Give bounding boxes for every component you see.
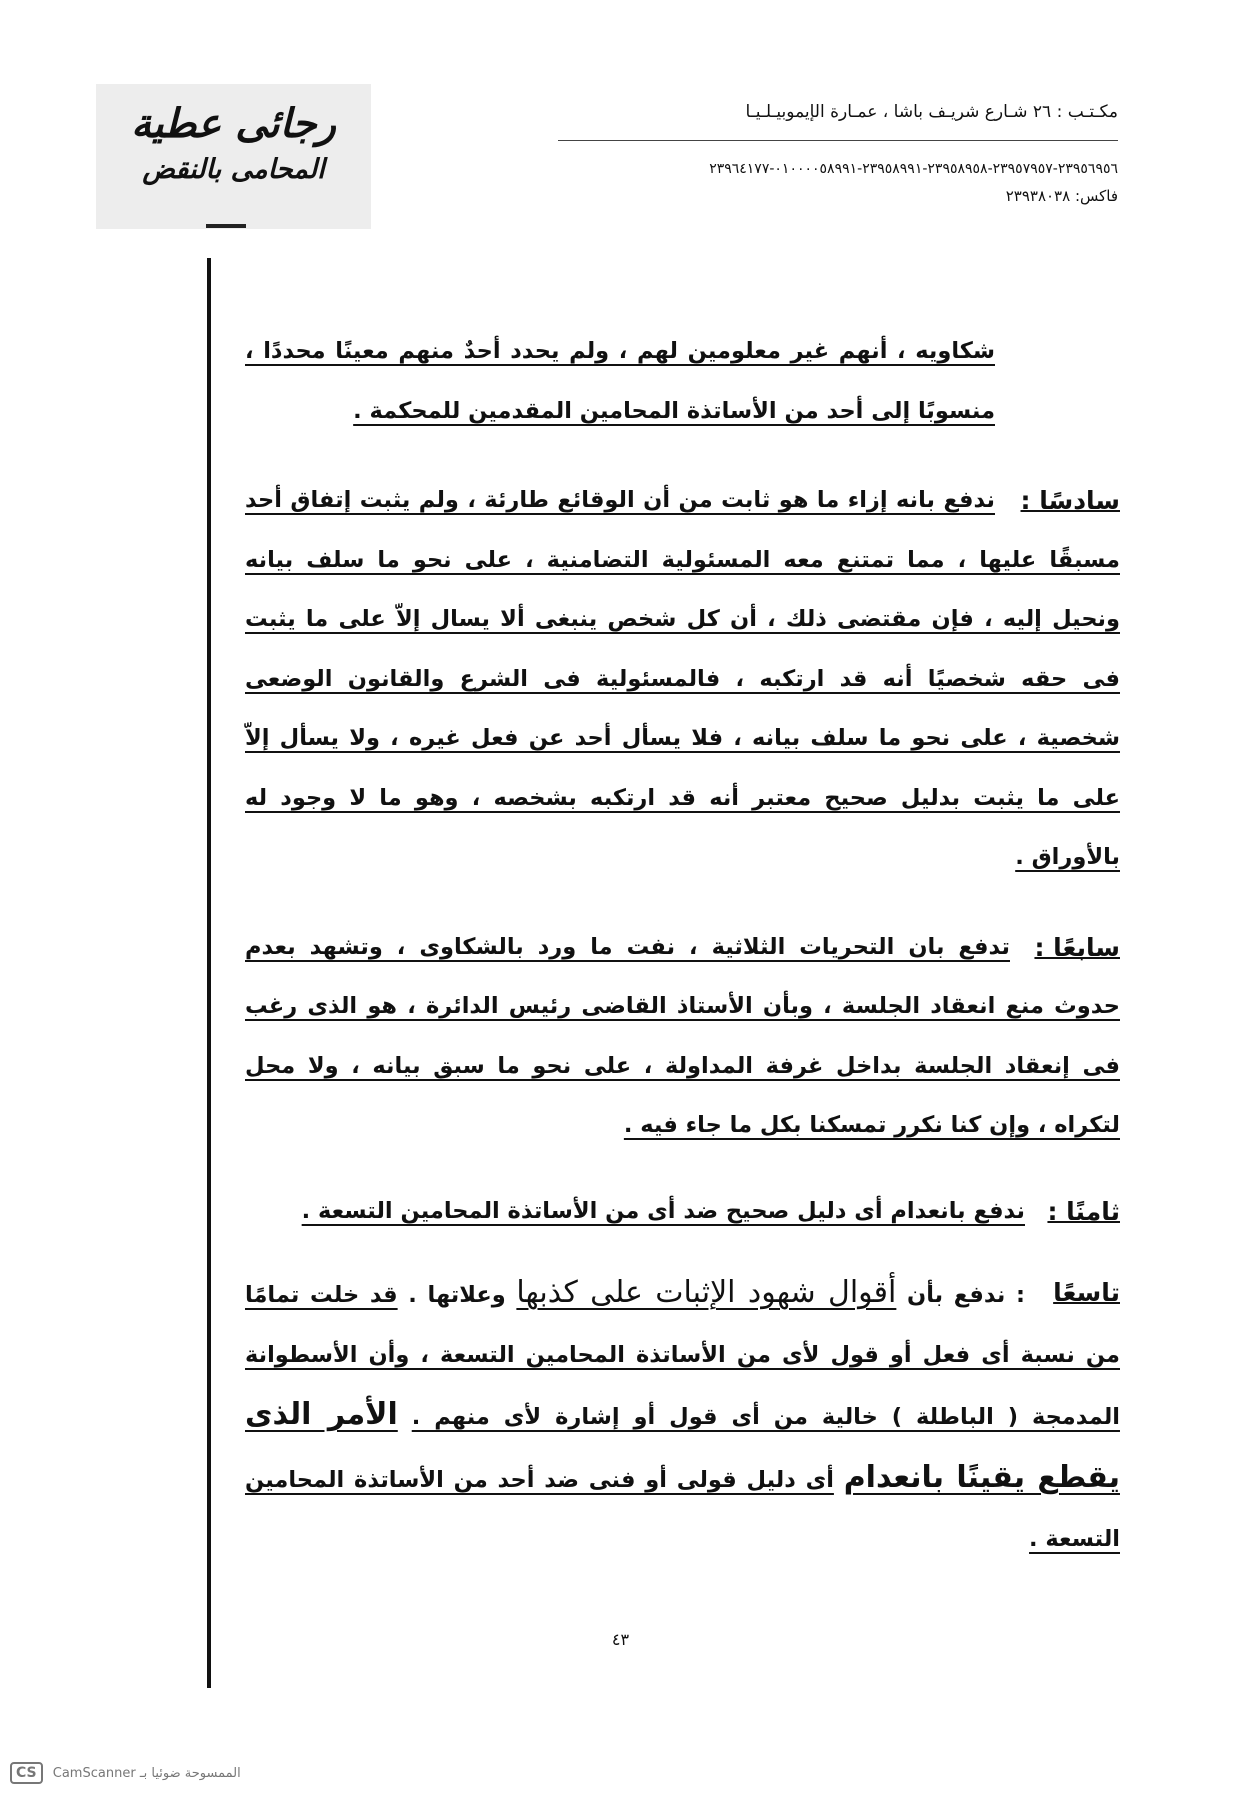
section-text bbox=[245, 1182, 1120, 1242]
phone-numbers: ٢٣٩٥٦٩٥٦-٢٣٩٥٧٩٥٧-٢٣٩٥٨٩٥٨-٢٣٩٥٨٩٩١-٠١٠٠٠٠٥٨٩٩١-٢٣٩٦٤١٧٧ bbox=[709, 161, 1118, 177]
highlighted-text: الأمر الذى يقطع يقينًا بانعدام bbox=[245, 1397, 1120, 1495]
paragraph-text: ندفع بأن bbox=[907, 1282, 1006, 1308]
section-label: تاسعًا bbox=[1053, 1278, 1120, 1307]
section-seventh bbox=[245, 918, 1120, 1156]
paragraph-text: قد خلت تمامًا من نسبة أى فعل أو قول لأى من الأساتذة المحامين التسعة ، وأن الأسطوانة المدمجة ( الباطلة ) خالية من أى قول أو إشارة لأى منهم . bbox=[245, 1282, 1120, 1430]
margin-line bbox=[207, 258, 211, 1688]
header-rule bbox=[558, 140, 1118, 141]
colon: : bbox=[1016, 1282, 1026, 1308]
paragraph-text: شكاويه ، أنهم غير معلومين لهم ، ولم يحدد أحدٌ منهم معينًا محددًا ، منسوبًا إلى أحد من الأساتذة المحامين المقدمين للمحكمة . bbox=[245, 338, 995, 424]
section-label: ثامنًا : bbox=[1047, 1196, 1120, 1226]
paragraph-text: ندفع بانعدام أى دليل صحيح ضد أى من الأساتذة المحامين التسعة . bbox=[301, 1197, 1025, 1224]
camscanner-app: CamScanner bbox=[52, 1766, 136, 1781]
office-address: مكـتـب : ٢٦ شـارع شريـف باشا ، عمـارة الإيموبيـلـيـا bbox=[745, 102, 1118, 122]
section-text bbox=[245, 471, 1120, 888]
scanned-with: الممسوحة ضوئيا بـ bbox=[139, 1766, 241, 1781]
section-label: سادسًا : bbox=[1020, 486, 1120, 515]
paragraph-text: ندفع بانه إزاء ما هو ثابت من أن الوقائع طارئة ، ولم يثبت إتفاق أحد مسبقًا عليها ، مما تمتنع معه المسئولية التضامنية ، على نحو ما سلف بيانه ونحيل إليه ، فإن مقتضى ذلك ، أن كل شخص ينبغى ألا يسال إلاّ على ما يثبت فى حقه شخصيًا أنه قد ارتكبه ، فالمسئولية فى الشرع والقانون الوضعى شخصية ، على نحو ما سلف بيانه ، فلا يسأل أحد عن فعل غيره ، ولا يسأل إلاّ على ما يثبت بدليل صحيح معتبر أنه قد ارتكبه بشخصه ، وهو ما لا وجود له بالأوراق . bbox=[245, 487, 1120, 870]
logo-name: رجائى عطية bbox=[131, 100, 336, 147]
section-sixth bbox=[245, 471, 1120, 888]
document-body bbox=[245, 322, 1120, 1570]
section-label: سابعًا : bbox=[1034, 932, 1120, 962]
paragraph-text: أى دليل قولى أو فنى ضد أحد من الأساتذة المحامين التسعة . bbox=[245, 1466, 1120, 1552]
fax-number: فاكس: ٢٣٩٣٨٠٣٨ bbox=[1005, 187, 1118, 205]
scanner-watermark bbox=[10, 1762, 241, 1784]
page-number: ٤٣ bbox=[611, 1630, 630, 1649]
logo-bar bbox=[206, 224, 246, 228]
paragraph-text: تدفع بان التحريات الثلاثية ، نفت ما ورد بالشكاوى ، وتشهد بعدم حدوث منع انعقاد الجلسة ، وبأن الأستاذ القاضى رئيس الدائرة ، هو الذى رغب فى إنعقاد الجلسة بداخل غرفة المداولة ، على نحو ما سبق بيانه ، ولا محل لتكراه ، وإن كنا نكرر تمسكنا بكل ما جاء فيه . bbox=[245, 933, 1120, 1138]
section-text bbox=[245, 1263, 1120, 1570]
highlighted-text: أقوال شهود الإثبات على كذبها bbox=[516, 1275, 897, 1310]
paragraph-continuation bbox=[245, 322, 1120, 441]
paragraph-text: وعلاتها . bbox=[408, 1282, 506, 1308]
section-eighth bbox=[245, 1182, 1120, 1242]
section-ninth bbox=[245, 1263, 1120, 1570]
logo-role: المحامى بالنقض bbox=[142, 154, 325, 185]
letterhead-contact bbox=[548, 102, 1118, 205]
letterhead-logo bbox=[96, 84, 371, 229]
camscanner-icon: CS bbox=[10, 1762, 43, 1784]
section-text bbox=[245, 918, 1120, 1156]
